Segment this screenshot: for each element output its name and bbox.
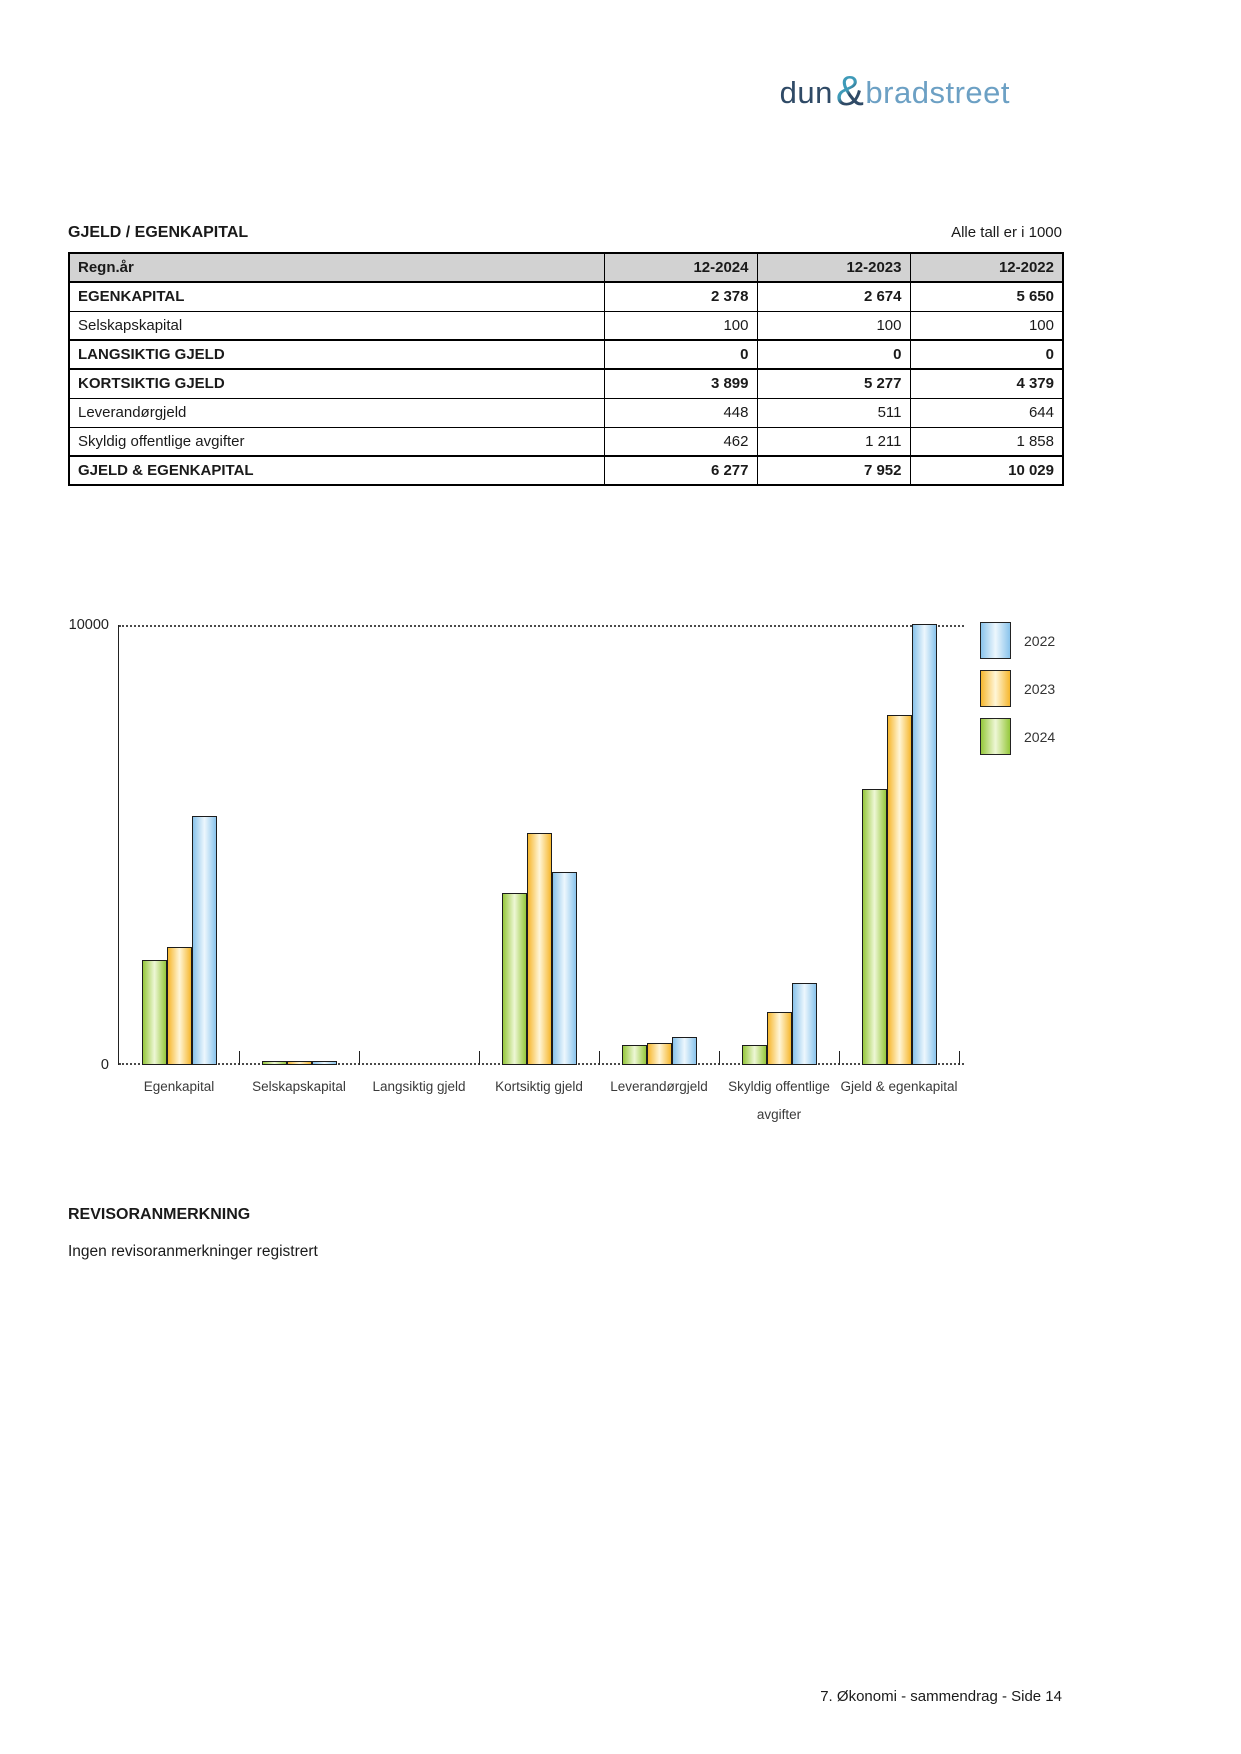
bar-2023-leverand-rgjeld	[647, 1043, 672, 1066]
chart-plot	[68, 617, 964, 1123]
row-value: 10 029	[910, 456, 1063, 485]
bar-2023-gjeld-egenkapital	[887, 715, 912, 1065]
col-header-12-2022: 12-2022	[910, 253, 1063, 282]
table-row	[69, 340, 1063, 369]
bar-2024-kortsiktig-gjeld	[502, 893, 527, 1065]
bar-2024-gjeld-egenkapital	[862, 789, 887, 1065]
row-value: 448	[604, 398, 757, 427]
logo-ampersand-icon: &	[835, 67, 865, 114]
row-label: LANGSIKTIG GJELD	[69, 340, 604, 369]
bar-2023-egenkapital	[167, 947, 192, 1065]
row-label: EGENKAPITAL	[69, 282, 604, 311]
y-axis-tick-max: 10000	[68, 617, 109, 633]
table-row	[69, 369, 1063, 398]
x-axis-tick	[719, 1051, 720, 1065]
bar-2024-egenkapital	[142, 960, 167, 1065]
bar-2023-kortsiktig-gjeld	[527, 833, 552, 1065]
col-header-12-2024: 12-2024	[604, 253, 757, 282]
row-value: 0	[757, 340, 910, 369]
row-label: KORTSIKTIG GJELD	[69, 369, 604, 398]
legend-item-2024	[980, 718, 1055, 755]
x-axis-tick	[239, 1051, 240, 1065]
auditor-remark-heading: REVISORANMERKNING	[68, 1206, 251, 1223]
y-axis-tick-min: 0	[100, 1057, 109, 1073]
table-header-row	[69, 253, 1063, 282]
category-label: Gjeld & egenkapital	[840, 1079, 958, 1094]
row-value: 644	[910, 398, 1063, 427]
col-header-12-2023: 12-2023	[757, 253, 910, 282]
bar-2022-kortsiktig-gjeld	[552, 872, 577, 1065]
row-value: 5 277	[757, 369, 910, 398]
row-value: 462	[604, 427, 757, 456]
legend-item-2022	[980, 622, 1055, 659]
table-row	[69, 456, 1063, 485]
bar-2024-skyldig-offentlige-avgifter	[742, 1045, 767, 1065]
legend-swatch-2023	[980, 670, 1011, 707]
row-value: 2 378	[604, 282, 757, 311]
bar-2023-skyldig-offentlige-avgifter	[767, 1012, 792, 1065]
bar-2023-selskapskapital	[287, 1061, 312, 1065]
legend-item-2023	[980, 670, 1055, 707]
legend-label: 2024	[1024, 728, 1056, 745]
category-label: Kortsiktig gjeld	[495, 1079, 583, 1094]
logo-word-bradstreet: bradstreet	[865, 75, 1010, 110]
category-label: Egenkapital	[143, 1079, 215, 1094]
row-value: 7 952	[757, 456, 910, 485]
chart-legend	[980, 622, 1055, 766]
table-row	[69, 282, 1063, 311]
row-value: 511	[757, 398, 910, 427]
row-value: 6 277	[604, 456, 757, 485]
legend-swatch-2024	[980, 718, 1011, 755]
table-row	[69, 311, 1063, 340]
dun-bradstreet-logo	[779, 67, 1010, 116]
bar-2024-selskapskapital	[262, 1061, 287, 1065]
bar-2024-leverand-rgjeld	[622, 1045, 647, 1065]
legend-label: 2023	[1024, 680, 1056, 697]
row-value: 100	[757, 311, 910, 340]
x-axis-tick	[359, 1051, 360, 1065]
section-header	[68, 224, 1062, 242]
row-value: 100	[910, 311, 1063, 340]
bar-2022-gjeld-egenkapital	[912, 624, 937, 1065]
category-label: Skyldig offentlige avgifter	[728, 1079, 830, 1123]
legend-swatch-2022	[980, 622, 1011, 659]
balance-table	[68, 252, 1064, 486]
x-axis-tick	[599, 1051, 600, 1065]
bar-2022-leverand-rgjeld	[672, 1037, 697, 1065]
legend-label: 2022	[1024, 632, 1056, 649]
auditor-remark-text: Ingen revisoranmerkninger registrert	[68, 1243, 318, 1260]
logo-word-dun: dun	[779, 75, 833, 110]
row-value: 3 899	[604, 369, 757, 398]
row-label: Selskapskapital	[69, 311, 604, 340]
row-value: 0	[604, 340, 757, 369]
row-value: 100	[604, 311, 757, 340]
bar-2022-skyldig-offentlige-avgifter	[792, 983, 817, 1065]
table-row	[69, 398, 1063, 427]
balance-table-body	[69, 282, 1063, 485]
row-label: Leverandørgjeld	[69, 398, 604, 427]
row-value: 1 211	[757, 427, 910, 456]
col-header-regnar: Regn.år	[69, 253, 604, 282]
category-label: Leverandørgjeld	[610, 1079, 708, 1094]
row-value: 2 674	[757, 282, 910, 311]
table-row	[69, 427, 1063, 456]
bar-2022-selskapskapital	[312, 1061, 337, 1065]
x-axis-tick	[959, 1051, 960, 1065]
unit-note: Alle tall er i 1000	[951, 224, 1062, 241]
row-label: Skyldig offentlige avgifter	[69, 427, 604, 456]
row-value: 1 858	[910, 427, 1063, 456]
row-value: 0	[910, 340, 1063, 369]
page-footer: 7. Økonomi - sammendrag - Side 14	[820, 1688, 1062, 1705]
category-label: Selskapskapital	[252, 1079, 346, 1094]
row-value: 4 379	[910, 369, 1063, 398]
row-label: GJELD & EGENKAPITAL	[69, 456, 604, 485]
x-axis-tick	[839, 1051, 840, 1065]
section-title: GJELD / EGENKAPITAL	[68, 224, 249, 241]
bar-2022-egenkapital	[192, 816, 217, 1065]
category-label: Langsiktig gjeld	[372, 1079, 466, 1094]
x-axis-tick	[479, 1051, 480, 1065]
row-value: 5 650	[910, 282, 1063, 311]
gridline-10000	[119, 625, 964, 627]
